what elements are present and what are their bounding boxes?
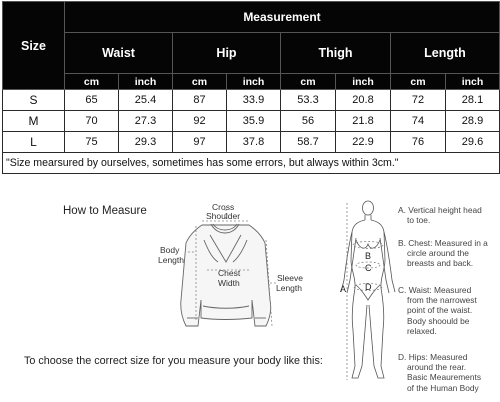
- note-line: to toe.: [407, 215, 431, 226]
- unit-header: cm: [65, 74, 119, 90]
- sleeve-length-label: Sleeve: [277, 273, 303, 283]
- note-line: B. Chest: Measured in a: [398, 238, 488, 248]
- note-line: around the rear.: [407, 362, 467, 373]
- note-line: D. Hips: Measured: [398, 352, 468, 362]
- unit-header: cm: [281, 74, 336, 90]
- chest-width-label: Width: [218, 278, 240, 288]
- table-cell: 53.3: [281, 90, 336, 111]
- table-cell: 72: [391, 90, 446, 111]
- table-cell: 74: [391, 111, 446, 132]
- size-header: Size: [3, 2, 65, 90]
- table-cell: 33.9: [227, 90, 281, 111]
- unit-header: inch: [336, 74, 391, 90]
- table-cell: 25.4: [119, 90, 173, 111]
- letter-a-label: A: [340, 284, 347, 294]
- note-d: [398, 352, 500, 393]
- table-cell: 28.1: [446, 90, 500, 111]
- table-cell: 22.9: [336, 132, 391, 153]
- note-line: relaxed.: [407, 325, 437, 336]
- size-cell: M: [3, 111, 65, 132]
- table-cell: 35.9: [227, 111, 281, 132]
- length-header: Length: [391, 33, 500, 74]
- note-line: A. Vertical height head: [398, 205, 482, 215]
- table-cell: 70: [65, 111, 119, 132]
- note-line: of the Human Body: [407, 382, 479, 393]
- size-cell: L: [3, 132, 65, 153]
- unit-header: inch: [119, 74, 173, 90]
- sleeve-length-label: Length: [276, 283, 302, 293]
- hip-header: Hip: [173, 33, 281, 74]
- unit-header: cm: [391, 74, 446, 90]
- body-length-label: Body: [160, 245, 180, 255]
- note-line: breasts and back.: [407, 258, 474, 269]
- note-line: circle around the: [407, 248, 469, 259]
- size-cell: S: [3, 90, 65, 111]
- table-cell: 75: [65, 132, 119, 153]
- table-cell: 27.3: [119, 111, 173, 132]
- unit-header: inch: [227, 74, 281, 90]
- unit-header: cm: [173, 74, 227, 90]
- note-c: [398, 285, 500, 336]
- note-b: [398, 238, 500, 269]
- how-to-measure-title: How to Measure: [63, 205, 147, 217]
- cross-shoulder-label: Shoulder: [206, 211, 241, 221]
- table-cell: 37.8: [227, 132, 281, 153]
- body-length-label: Length: [158, 255, 184, 265]
- note-line: C. Waist: Measured: [398, 285, 472, 295]
- chest-width-label: Chest: [218, 268, 241, 278]
- letter-c-label: C: [365, 263, 372, 273]
- table-cell: 76: [391, 132, 446, 153]
- table-cell: 56: [281, 111, 336, 132]
- cross-shoulder-label: Cross: [212, 202, 235, 212]
- table-cell: 97: [173, 132, 227, 153]
- table-cell: 29.3: [119, 132, 173, 153]
- note-line: Basic Meaurements: [407, 372, 482, 383]
- table-cell: 28.9: [446, 111, 500, 132]
- measurement-header: Measurement: [65, 2, 500, 33]
- thigh-header: Thigh: [281, 33, 391, 74]
- table-cell: 29.6: [446, 132, 500, 153]
- note-line: from the narrowest: [407, 295, 477, 306]
- letter-b-label: B: [365, 251, 372, 261]
- choose-size-text: To choose the correct size for you measure your body like this:: [24, 355, 323, 367]
- note-a: [398, 205, 500, 225]
- table-cell: 20.8: [336, 90, 391, 111]
- note-line: Body shoould be: [407, 315, 470, 326]
- waist-header: Waist: [65, 33, 173, 74]
- letter-d-label: D: [365, 282, 372, 292]
- table-cell: 21.8: [336, 111, 391, 132]
- note-line: point of the waist.: [407, 305, 473, 316]
- table-cell: 58.7: [281, 132, 336, 153]
- table-cell: 87: [173, 90, 227, 111]
- unit-header: inch: [446, 74, 500, 90]
- measurement-note: "Size mearsured by ourselves, sometimes has some errors, but always within 3cm.": [3, 153, 500, 174]
- table-cell: 92: [173, 111, 227, 132]
- table-cell: 65: [65, 90, 119, 111]
